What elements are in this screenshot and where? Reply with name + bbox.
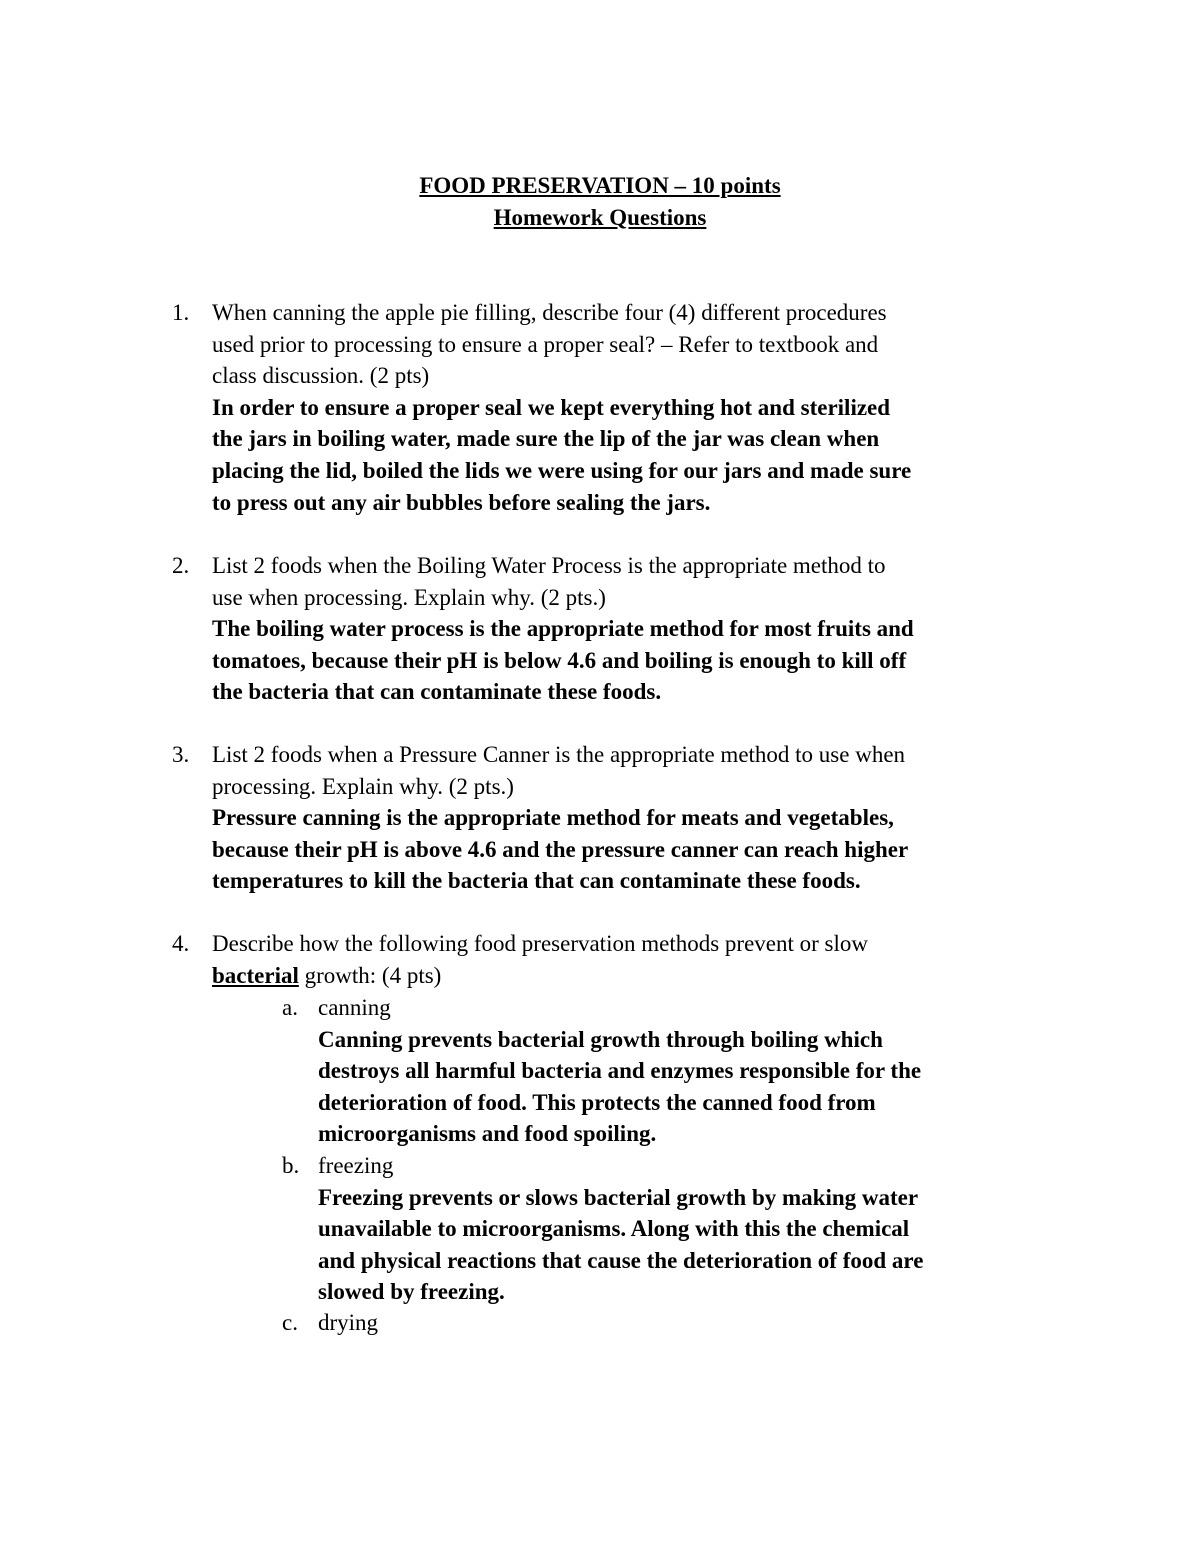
- question-text-line: use when processing. Explain why. (2 pts.): [212, 584, 606, 610]
- question-text-line: List 2 foods when a Pressure Canner is the appropriate method to use when: [212, 742, 906, 767]
- answer-line: unavailable to microorganisms. Along with this the chemical: [318, 1216, 910, 1242]
- answer-line: The boiling water process is the appropriate method for most fruits and: [212, 616, 914, 642]
- question-text-rest: growth: (4 pts): [298, 962, 442, 988]
- answer-line: temperatures to kill the bacteria that can contaminate these foods.: [212, 868, 861, 894]
- question-number: 4.: [172, 931, 190, 956]
- answer-line: deterioration of food. This protects the canned food from: [318, 1089, 876, 1115]
- subitem-label: canning: [318, 995, 391, 1020]
- question-number: 1.: [172, 300, 190, 325]
- question-text-line: [212, 960, 1072, 992]
- question-text-line: used prior to processing to ensure a proper seal? – Refer to textbook and: [212, 331, 879, 357]
- answer-line: because their pH is above 4.6 and the pressure canner can reach higher: [212, 836, 909, 862]
- subitem-label: freezing: [318, 1153, 394, 1178]
- answer-line: slowed by freezing.: [318, 1279, 505, 1305]
- question-text-line: class discussion. (2 pts): [212, 363, 430, 389]
- underlined-keyword: bacterial: [212, 962, 299, 988]
- page-subtitle: Homework Questions: [493, 205, 707, 230]
- answer-line: microorganisms and food spoiling.: [318, 1121, 657, 1147]
- answer-line: placing the lid, boiled the lids we were using for our jars and made sure: [212, 457, 912, 483]
- subitem-letter: c.: [282, 1310, 298, 1335]
- answer-line: the bacteria that can contaminate these foods.: [212, 679, 662, 705]
- question-number: 2.: [172, 553, 190, 578]
- answer-line: the jars in boiling water, made sure the lip of the jar was clean when: [212, 426, 880, 452]
- subitem-label: drying: [318, 1310, 379, 1335]
- answer-line: to press out any air bubbles before sealing the jars.: [212, 489, 711, 515]
- answer-line: In order to ensure a proper seal we kept everything hot and sterilized: [212, 394, 891, 420]
- question-text-line: Describe how the following food preservation methods prevent or slow: [212, 931, 868, 956]
- answer-line: and physical reactions that cause the deterioration of food are: [318, 1247, 924, 1273]
- answer-line: tomatoes, because their pH is below 4.6 and boiling is enough to kill off: [212, 647, 907, 673]
- question-number: 3.: [172, 742, 190, 767]
- question-text-line: When canning the apple pie filling, describe four (4) different procedures: [212, 300, 887, 325]
- page-title: FOOD PRESERVATION – 10 points: [419, 173, 781, 198]
- question-text-line: List 2 foods when the Boiling Water Process is the appropriate method to: [212, 553, 886, 578]
- answer-line: Pressure canning is the appropriate method for meats and vegetables,: [212, 805, 894, 831]
- answer-line: Canning prevents bacterial growth through boiling which: [318, 1026, 883, 1052]
- subitem-letter: a.: [282, 995, 298, 1020]
- question-text-line: processing. Explain why. (2 pts.): [212, 773, 514, 799]
- answer-line: destroys all harmful bacteria and enzymes responsible for the: [318, 1058, 922, 1084]
- answer-line: Freezing prevents or slows bacterial growth by making water: [318, 1184, 919, 1210]
- subitem-letter: b.: [282, 1153, 300, 1178]
